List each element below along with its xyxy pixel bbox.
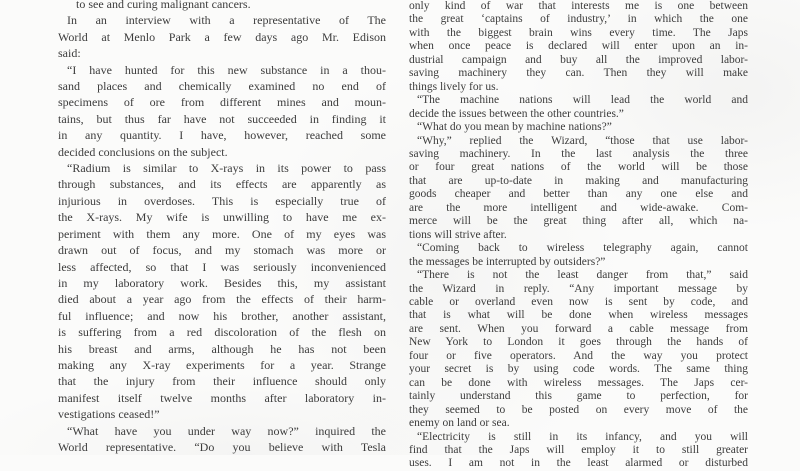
text-line: in any quantity. I have, however, reached some	[58, 128, 386, 143]
text-line: New York to London it goes through the hands of	[409, 336, 748, 349]
text-column-right	[409, 0, 748, 471]
text-line: tions will strive after.	[409, 228, 507, 241]
text-line: his breast and arms, although he has not been	[58, 341, 386, 356]
text-line: “Radium is similar to X-rays in its power to pass	[67, 161, 386, 176]
text-line: that are up-to-date in making and manufacturing	[409, 174, 748, 187]
text-line: “What do you mean by machine nations?”	[417, 121, 612, 134]
text-line: are sent. When you forward a cable message from	[409, 322, 748, 335]
text-line: four or five operators. And the way you protect	[409, 349, 748, 362]
text-line: to see and curing malignant cancers.	[76, 0, 251, 11]
text-line: vestigations ceased!”	[58, 407, 160, 422]
text-line: or four great nations of the world will be those	[409, 161, 748, 174]
text-line: when once peace is declared will enter upon an in-	[409, 40, 748, 53]
text-line: “Why,” replied the Wizard, “those that use labor-	[417, 134, 748, 147]
text-line: less affected, so that I was seriously inconvenienced	[58, 259, 386, 274]
text-line: merce will be the great thing after all, which na-	[409, 215, 748, 228]
text-line: ful influence; and now his brother, another assistant,	[58, 308, 386, 323]
text-line: with the biggest brain wins every time. The Japs	[409, 26, 748, 39]
text-line: World at Menlo Park a few days ago Mr. Edison	[58, 29, 386, 44]
text-line: decided conclusions on the subject.	[58, 144, 228, 159]
text-line: “There is not the least danger from that,” said	[417, 269, 748, 282]
text-line: periment with them any more. One of my eyes was	[58, 226, 386, 241]
text-line: dustrial campaign and buy all the improved labor-	[409, 53, 748, 66]
text-line: enemy on land or sea.	[409, 417, 510, 430]
text-line: decide the issues between the other countries.”	[409, 107, 624, 120]
text-line: your secret is by using code words. The same thing	[409, 363, 748, 376]
text-line: saving machinery. In the last analysis the three	[409, 147, 748, 160]
text-line: In an interview with a representative of The	[67, 13, 386, 28]
text-line: through substances, and its effects are apparently as	[58, 177, 386, 192]
text-line: can be done with wireless messages. The Japs cer-	[409, 376, 748, 389]
text-line: making any X-ray experiments for a year. Strange	[58, 357, 386, 372]
text-line: saving machinery they can. Then they will make	[409, 67, 748, 80]
text-line: said:	[58, 46, 81, 61]
text-line: “Coming back to wireless telegraphy again, cannot	[417, 242, 748, 255]
text-line: in my laboratory work. Besides this, my assistant	[58, 275, 386, 290]
text-line: “What have you under way now?” inquired the	[67, 423, 386, 438]
text-line: the Wizard in reply. “Any important message by	[409, 282, 748, 295]
text-line: tainly understand this game to perfection, for	[409, 390, 748, 403]
text-line: “The machine nations will lead the world and	[417, 94, 748, 107]
text-line: drawn out of focus, and my stomach was more or	[58, 243, 386, 258]
text-line: that is what will be done when wireless messages	[409, 309, 748, 322]
text-line: things lively for us.	[409, 80, 499, 93]
text-line: cable or overland even now is sent by code, and	[409, 295, 748, 308]
text-line: injurious in overdoses. This is especially true of	[58, 193, 386, 208]
text-line: uses. I am not in the least alarmed or disturbed	[409, 457, 748, 470]
text-line: they seemed to be posted on every move of the	[409, 403, 748, 416]
text-line: are the more intelligent and wide-awake. Com-	[409, 201, 748, 214]
text-line: is suffering from a red discoloration of the flesh on	[58, 325, 386, 340]
text-line: that the injury from their influence should only	[58, 374, 386, 389]
text-line: only kind of war that interests me is one between	[409, 0, 748, 12]
text-line: manifest itself twelve months after laboratory in-	[58, 390, 386, 405]
text-line: the X-rays. My wife is unwilling to have me ex-	[58, 210, 386, 225]
text-line: “I have hunted for this new substance in a thou-	[67, 62, 386, 77]
text-line: tains, but thus far have not succeeded in finding it	[58, 111, 386, 126]
text-line: specimens of ore from different mines and moun-	[58, 95, 386, 110]
text-line: find that the Japs will employ it to still greater	[409, 443, 748, 456]
text-line: “Electricity is still in its infancy, and you will	[417, 430, 748, 443]
text-line: the great ‘captains of industry,’ in which the one	[409, 13, 748, 26]
text-line: sand places and chemically examined no end of	[58, 79, 386, 94]
text-line: goods cheaper and better than any one else and	[409, 188, 748, 201]
text-line: died about a year ago from the effects of their harm-	[58, 292, 386, 307]
text-column-left	[58, 0, 386, 455]
text-line: the messages be interrupted by outsiders?”	[409, 255, 606, 268]
text-line: World representative. “Do you believe with Tesla	[58, 439, 386, 454]
